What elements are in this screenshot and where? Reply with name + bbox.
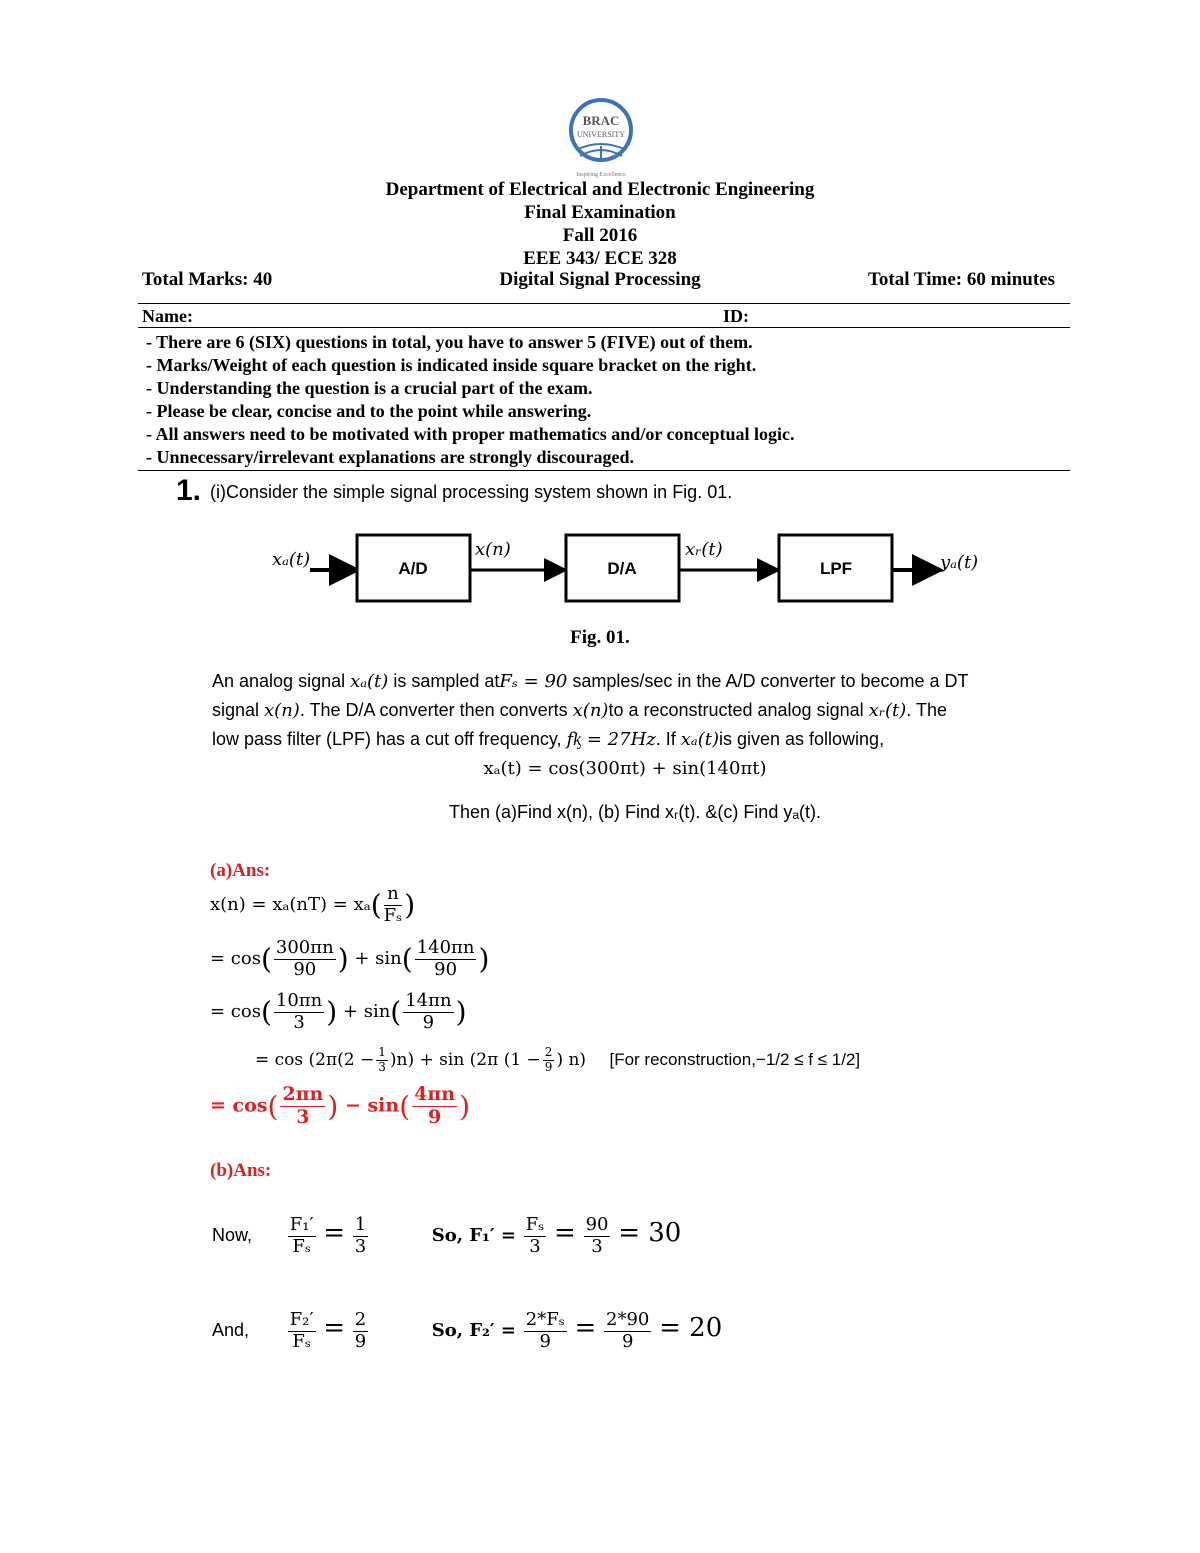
answer-a-step2: = cos( $\frac{300\pi n}{90}$ ) + sin( $\frac{140\pi n}{90}$ ) xyxy=(210,937,490,980)
answer-a-step4: = cos (2π(2 − $\frac{1}{3}$ )n) + sin (2π (1 − $\frac{2}{9}$ ) n) [For reconstruction,−1/2 ≤ f ≤ 1/2] xyxy=(255,1045,861,1074)
answer-a-step1: x(n) = xₐ(nT) = xₐ( $\frac{n}{\text{Fₛ}}$ ) xyxy=(210,883,416,926)
logo-line1: BRAC xyxy=(582,113,620,128)
ad-block-label: A/D xyxy=(398,559,428,578)
university-logo xyxy=(562,98,640,180)
header-rule xyxy=(138,303,1070,304)
instructions-rule xyxy=(138,470,1070,471)
block-diagram xyxy=(260,525,1000,615)
instruction-item: - All answers need to be motivated with proper mathematics and/or conceptual logic. xyxy=(146,424,795,444)
question-number: 1. xyxy=(176,474,202,507)
question-intro: (i)Consider the simple signal processing system shown in Fig. 01. xyxy=(210,482,733,502)
xn-signal-label: x(n) xyxy=(475,539,511,560)
answer-a-label: (a)Ans: xyxy=(210,860,271,881)
question-tasks: Then (a)Find x(n), (b) Find xᵣ(t). &(c) Find yₐ(t). xyxy=(448,802,822,822)
logo-tagline: Inspiring Excellence xyxy=(576,172,626,178)
question-paragraph-line3: low pass filter (LPF) has a cut off frequency, fᶄ = 27Hz. If xₐ(t)is given as following, xyxy=(212,729,885,750)
name-rule xyxy=(138,327,1070,328)
question-paragraph-line2: signal x(n). The D/A converter then converts x(n)to a reconstructed analog signal xᵣ(t). The xyxy=(212,700,947,721)
output-signal-label: yₐ(t) xyxy=(940,552,979,573)
answer-b-row2: And, $\frac{\text{F₂′}}{\text{Fₛ}}$ = $\frac{2}{9}$ So, F₂′ = $\frac{\text{2*Fₛ}}{9}$ = $\frac{2*90}{9}$ = 20 xyxy=(212,1309,723,1352)
xr-signal-label: xᵣ(t) xyxy=(685,539,723,560)
answer-b-row1: Now, $\frac{\text{F₁′}}{\text{Fₛ}}$ = $\frac{1}{3}$ So, F₁′ = $\frac{\text{Fₛ}}{3}$ = $\frac{90}{3}$ = 30 xyxy=(212,1214,682,1257)
instruction-item: - Unnecessary/irrelevant explanations are strongly discouraged. xyxy=(146,447,634,467)
total-marks: Total Marks: 40 xyxy=(142,269,273,290)
course-code: EEE 343/ ECE 328 xyxy=(523,248,677,269)
instruction-item: - There are 6 (SIX) questions in total, you have to answer 5 (FIVE) out of them. xyxy=(146,332,753,352)
reconstruction-note: [For reconstruction,−1/2 ≤ f ≤ 1/2] xyxy=(609,1049,861,1069)
answer-a-result: = cos( $\frac{2\pi n}{3}$ ) − sin( $\frac{4\pi n}{9}$ ) xyxy=(210,1083,471,1128)
course-title: Digital Signal Processing xyxy=(499,269,701,290)
total-time: Total Time: 60 minutes xyxy=(867,269,1055,290)
lpf-block-label: LPF xyxy=(819,559,853,578)
answer-b-label: (b)Ans: xyxy=(210,1160,272,1181)
exam-term: Fall 2016 xyxy=(562,225,638,246)
id-label: ID: xyxy=(723,306,749,326)
input-signal-label: xₐ(t) xyxy=(272,549,311,570)
department-title: Department of Electrical and Electronic Engineering xyxy=(385,179,815,200)
figure-caption: Fig. 01. xyxy=(570,627,630,648)
exam-title: Final Examination xyxy=(524,202,676,223)
name-label: Name: xyxy=(142,306,193,326)
answer-a-step3: = cos( $\frac{10\pi n}{3}$ ) + sin( $\frac{14\pi n}{9}$ ) xyxy=(210,990,467,1033)
logo-line2: UNIVERSITY xyxy=(577,130,625,139)
instruction-item: - Marks/Weight of each question is indicated inside square bracket on the right. xyxy=(146,355,757,375)
da-block-label: D/A xyxy=(607,559,637,578)
instruction-item: - Please be clear, concise and to the point while answering. xyxy=(146,401,592,421)
instruction-item: - Understanding the question is a crucial part of the exam. xyxy=(146,378,593,398)
question-paragraph-line1: An analog signal xₐ(t) is sampled atFₛ = 90 samples/sec in the A/D converter to become a DT xyxy=(212,671,969,692)
signal-equation: xₐ(t) = cos(300πt) + sin(140πt) xyxy=(483,758,767,779)
